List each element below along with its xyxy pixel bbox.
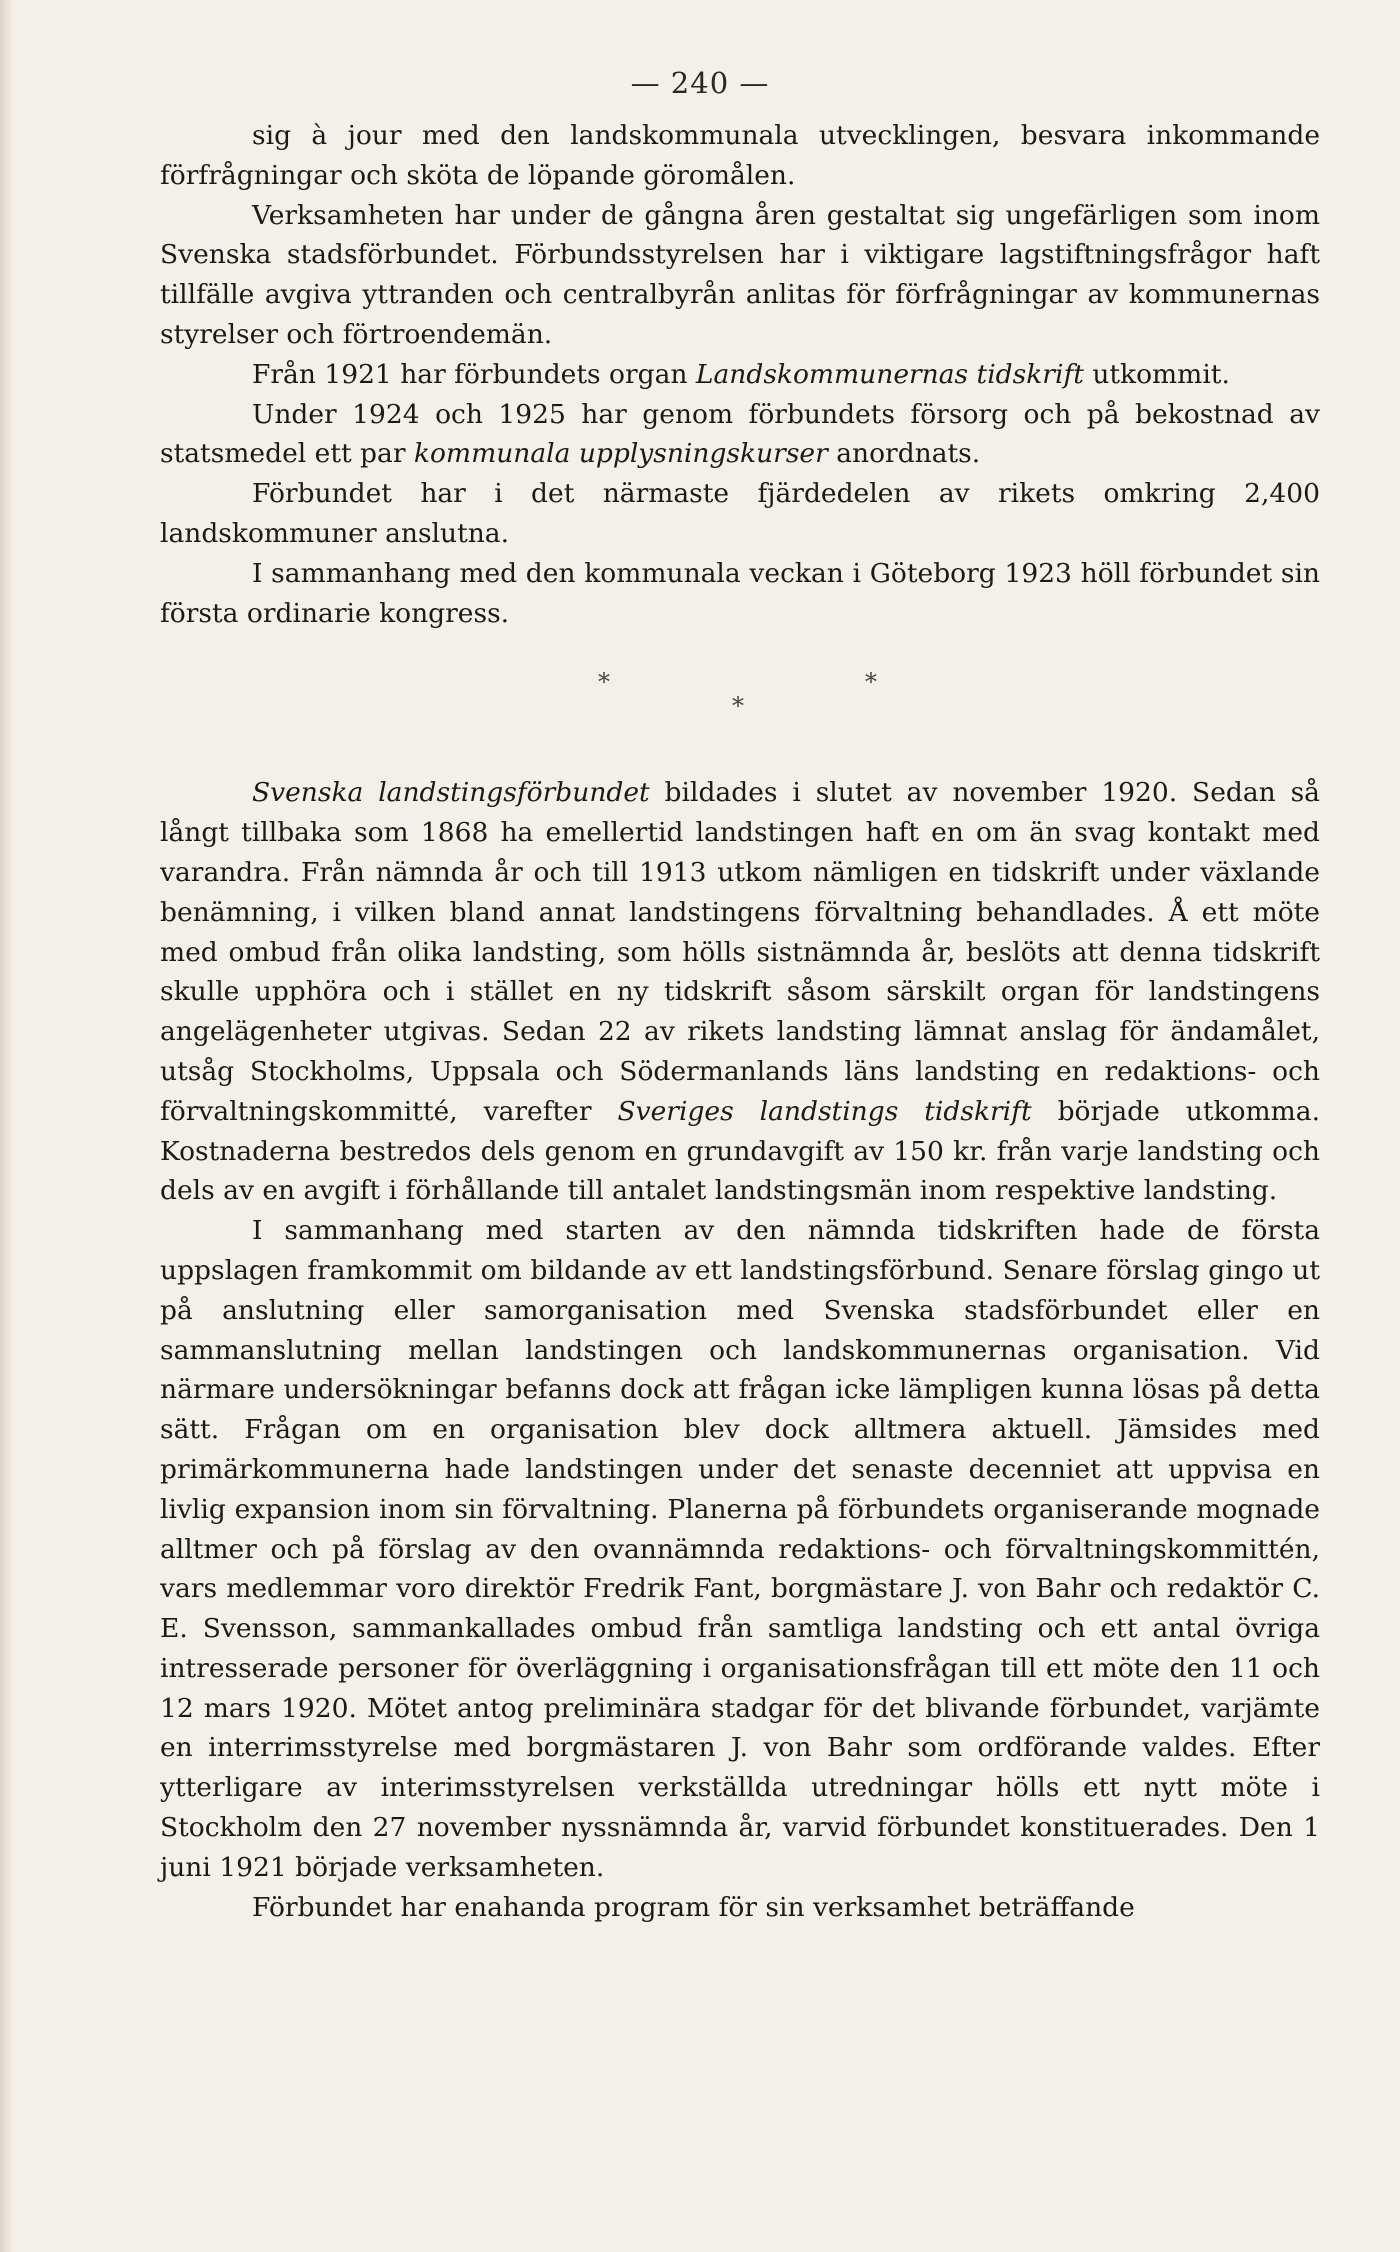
italic-title: Landskommunernas tidskrift (695, 358, 1084, 390)
separator-star: * (865, 668, 877, 697)
text-run: anordnats. (827, 438, 981, 470)
section-bottom (160, 773, 1320, 1927)
text-run: Från 1921 har förbundets organ (252, 358, 696, 390)
text-run: I sammanhang med den kommunala veckan i Göteborg 1923 höll förbundet sin första ordinarie kongress. (160, 557, 1320, 629)
paragraph (160, 116, 1320, 196)
paragraph (160, 554, 1320, 634)
section-top (160, 116, 1320, 633)
text-run: sig à jour med den landskommunala utvecklingen, besvara inkommande förfrågningar och sköta de löpande göromålen. (160, 120, 1320, 191)
text-run: I sammanhang med starten av den nämnda tidskriften hade de första uppslagen framkommit om bildande av ett landstingsförbund. Senare förslag gingo ut på anslutning eller samorganisation med Svenska stadsförbundet eller en sammanslutning mellan landstingen och landskommunernas organisation. Vid närmare undersökningar befanns dock att frågan icke lämpligen kunna lösas på detta sätt. Frågan om en organisation blev dock alltmera aktuell. Jämsides med primärkommunerna hade landstingen under det senaste decenniet att uppvisa en livlig expansion inom sin förvaltning. Planerna på förbundets organiserande mognade alltmer och på förslag av den ovannämnda redaktions- och förvaltningskommittén, vars medlemmar voro direktör Fredrik Fant, borgmästare J. von Bahr och redaktör C. E. Svensson, sammankallades ombud från samtliga landsting och ett antal övriga intresserade personer för överläggning i organisationsfrågan till ett möte den 11 och 12 mars 1920. Mötet antog preliminära stadgar för det blivande förbundet, varjämte en interrimsstyrelse med borgmästaren J. von Bahr som ordförande valdes. Efter ytterligare av interimsstyrelsen verkställda utredningar hölls ett nytt möte i Stockholm den 27 november nyssnämnda år, varvid förbundet konstituerades. Den 1 juni 1921 började verksamheten. (160, 1215, 1320, 1883)
text-run: bildades i slutet av november 1920. Sedan så långt tillbaka som 1868 ha emellertid landstingen haft en om än svag kontakt med varandra. Från nämnda år och till 1913 utkom nämligen en tidskrift under växlande benämning, i vilken bland annat landstingens förvaltning behandlades. Å ett möte med ombud från olika landsting, som hölls sistnämnda år, beslöts att denna tidskrift skulle upphöra och i stället en ny tidskrift såsom särskilt organ för landstingens angelägenheter utgivas. Sedan 22 av rikets landsting lämnat anslag för ändamålet, utsåg Stockholms, Uppsala och Södermanlands läns landsting en redaktions- och förvaltningskommitté, varefter (160, 777, 1320, 1127)
paragraph (160, 395, 1320, 475)
paragraph (160, 1888, 1320, 1928)
text-run: började utkomma. Kostnaderna bestredos dels genom en grundavgift av 150 kr. från varje landsting och dels av en avgift i förhållande till antalet landstingsmän inom respektive landsting. (160, 1095, 1320, 1207)
text-run: Förbundet har i det närmaste fjärdedelen av rikets omkring 2,400 landskommuner anslutna. (160, 478, 1320, 549)
text-run: Verksamheten har under de gångna åren gestaltat sig ungefärligen som inom Svenska stadsförbundet. Förbundsstyrelsen har i viktigare lagstiftningsfrågor haft tillfälle avgiva yttranden och centralbyrån anlitas för förfrågningar av kommunernas styrelser och förtroendemän. (160, 199, 1320, 350)
text-run: utkommit. (1083, 358, 1230, 390)
separator-star: * (598, 668, 610, 697)
separator-star: * (732, 692, 744, 721)
paragraph (160, 355, 1320, 395)
text-run: Förbundet har enahanda program för sin verksamhet beträffande (252, 1891, 1135, 1923)
paragraph (160, 773, 1320, 1211)
page-edge-shadow (0, 0, 14, 2252)
italic-title: Svenska landstingsförbundet (252, 777, 650, 809)
italic-title: Sveriges landstings tidskrift (617, 1095, 1032, 1127)
italic-title: kommunala upplysningskurser (413, 438, 828, 470)
paragraph (160, 1211, 1320, 1888)
paragraph (160, 196, 1320, 355)
paragraph (160, 474, 1320, 554)
text-run: Under 1924 och 1925 har genom förbundets försorg och på bekostnad av statsmedel ett par (160, 398, 1320, 470)
page-number: — 240 — (630, 66, 770, 100)
body-text (160, 116, 1320, 1927)
section-separator (160, 633, 1320, 773)
